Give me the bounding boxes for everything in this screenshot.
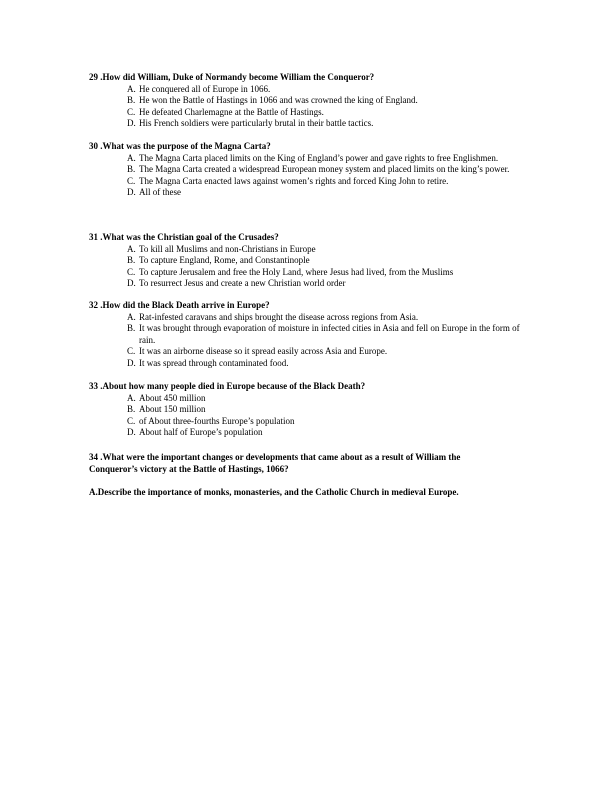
answer-choices <box>127 84 529 130</box>
choice-text: It was spread through contaminated food. <box>139 357 289 368</box>
choice-letter: A. <box>127 152 136 163</box>
question-29 <box>89 72 529 130</box>
answer-choices <box>127 244 529 290</box>
answer-choice <box>127 187 529 199</box>
choice-text: of About three-fourths Europe’s population <box>139 415 295 426</box>
choice-text: The Magna Carta created a widespread European money system and placed limits on the king’s power. <box>139 164 510 174</box>
choice-text: The Magna Carta enacted laws against women’s rights and forced King John to retire. <box>139 175 449 186</box>
choice-text: To capture Jerusalem and free the Holy Land, where Jesus had lived, from the Muslims <box>139 266 454 277</box>
answer-choice <box>127 153 529 165</box>
choice-letter: A. <box>127 311 136 322</box>
choice-text: To resurrect Jesus and create a new Christian world order <box>139 278 346 288</box>
question-33 <box>89 381 529 439</box>
question-title: 31 .What was the Christian goal of the Crusades? <box>89 232 279 242</box>
answer-choice <box>127 176 529 188</box>
choice-text: It was an airborne disease so it spread easily across Asia and Europe. <box>139 346 388 356</box>
answer-choice <box>127 358 529 370</box>
choice-letter: D. <box>127 357 136 368</box>
choice-text: Rat-infested caravans and ships brought the disease across regions from Asia. <box>139 311 419 322</box>
choice-text: His French soldiers were particularly brutal in their battle tactics. <box>139 118 374 128</box>
answer-choice <box>127 404 529 416</box>
answer-choices <box>127 312 529 370</box>
choice-text: It was brought through evaporation of moisture in infected cities in Asia and fell on Europe in the form of rain. <box>139 323 520 345</box>
choice-letter: C. <box>127 346 136 356</box>
question-30 <box>89 141 529 199</box>
answer-choice <box>127 416 529 428</box>
answer-choice <box>127 84 529 96</box>
choice-letter: A. <box>127 392 136 403</box>
answer-choice <box>127 107 529 119</box>
choice-letter: C. <box>127 106 136 117</box>
question-title: 32 .How did the Black Death arrive in Europe? <box>89 300 270 310</box>
question-title: 29 .How did William, Duke of Normandy become William the Conqueror? <box>89 72 375 82</box>
choice-letter: C. <box>127 175 136 186</box>
answer-choice <box>127 244 529 256</box>
answer-choices <box>127 153 529 199</box>
question-title: 33 .About how many people died in Europe because of the Black Death? <box>89 381 366 391</box>
answer-choice <box>127 118 529 130</box>
question-31 <box>89 232 529 290</box>
choice-letter: B. <box>127 404 136 414</box>
choice-letter: C. <box>127 415 136 426</box>
question-32 <box>89 300 529 369</box>
answer-choice <box>127 164 529 176</box>
choice-text: About 450 million <box>139 392 206 403</box>
choice-text: To kill all Muslims and non-Christians in Europe <box>139 243 316 254</box>
choice-letter: D. <box>127 118 136 128</box>
question-title-line: Conqueror’s victory at the Battle of Hastings, 1066? <box>89 463 289 474</box>
choice-letter: D. <box>127 278 136 288</box>
choice-text: He defeated Charlemagne at the Battle of Hastings. <box>139 106 324 117</box>
choice-letter: B. <box>127 323 136 333</box>
answer-choice <box>127 267 529 279</box>
answer-choice <box>127 278 529 290</box>
choice-text: About 150 million <box>139 404 206 414</box>
choice-letter: A. <box>127 83 136 94</box>
choice-text: He won the Battle of Hastings in 1066 and was crowned the king of England. <box>139 95 418 105</box>
question-34 <box>89 452 529 475</box>
answer-choices <box>127 393 529 439</box>
choice-letter: B. <box>127 255 136 265</box>
choice-letter: D. <box>127 187 136 197</box>
essay-prompt-text: A.Describe the importance of monks, monasteries, and the Catholic Church in medieval Europe. <box>89 487 459 497</box>
question-title: 30 .What was the purpose of the Magna Carta? <box>89 141 271 151</box>
answer-choice <box>127 323 529 346</box>
question-title-line: 34 .What were the important changes or developments that came about as a result of William the <box>89 452 461 462</box>
choice-letter: B. <box>127 95 136 105</box>
answer-choice <box>127 346 529 358</box>
answer-choice <box>127 95 529 107</box>
answer-choice <box>127 255 529 267</box>
choice-letter: D. <box>127 427 136 437</box>
choice-text: About half of Europe’s population <box>139 427 263 437</box>
choice-text: He conquered all of Europe in 1066. <box>139 83 271 94</box>
answer-choice <box>127 427 529 439</box>
choice-text: The Magna Carta placed limits on the King of England’s power and gave rights to free Englishmen. <box>139 152 499 163</box>
answer-choice <box>127 312 529 324</box>
choice-letter: A. <box>127 243 136 254</box>
choice-text: All of these <box>139 187 181 197</box>
choice-text: To capture England, Rome, and Constantinople <box>139 255 310 265</box>
choice-letter: C. <box>127 266 136 277</box>
choice-letter: B. <box>127 164 136 174</box>
answer-choice <box>127 393 529 405</box>
essay-prompt <box>89 487 529 499</box>
